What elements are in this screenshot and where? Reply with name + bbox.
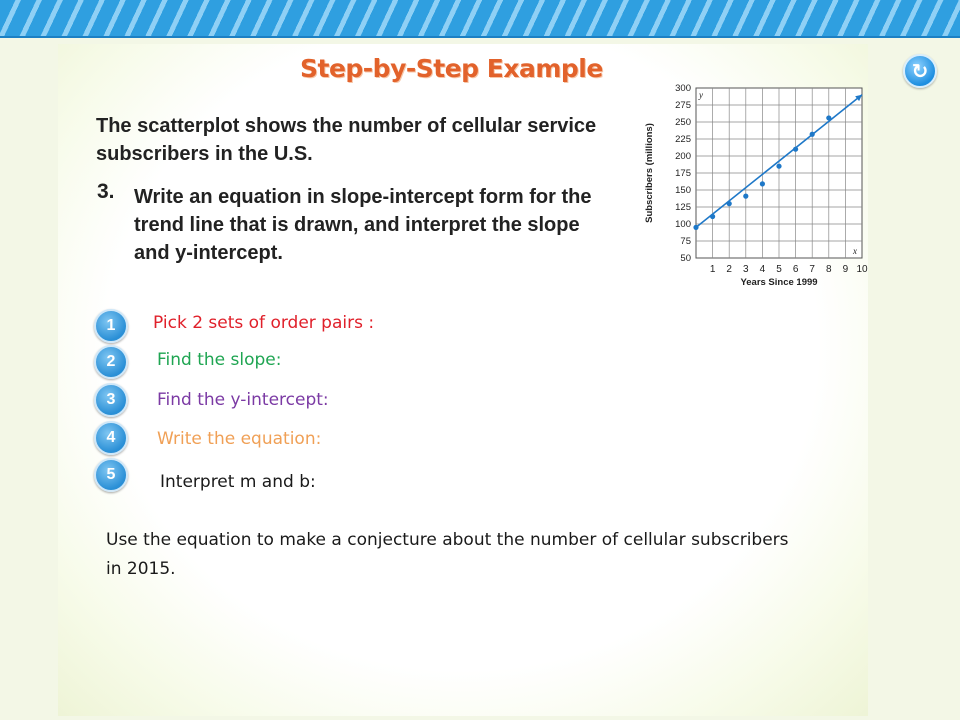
x-tick-label: 2: [726, 264, 732, 275]
x-variable-label: x: [853, 246, 857, 256]
x-tick-label: 9: [842, 264, 849, 275]
y-axis-title: Subscribers (millions): [644, 123, 655, 223]
step-1-label: Pick 2 sets of order pairs :: [153, 313, 375, 333]
step-5-badge: 5: [94, 458, 128, 492]
y-tick-label: 300: [675, 83, 691, 94]
y-tick-label: 125: [675, 202, 691, 213]
step-2-badge: 2: [94, 345, 128, 379]
step-5-label: Interpret m and b:: [160, 472, 316, 492]
y-tick-label: 75: [680, 236, 691, 247]
data-point: [810, 132, 815, 137]
x-tick-label: 3: [743, 264, 749, 275]
step-3-badge: 3: [94, 383, 128, 417]
refresh-icon: ↻: [911, 59, 929, 83]
y-tick-label: 175: [675, 168, 691, 179]
x-tick-label: 6: [792, 264, 799, 275]
step-2-label: Find the slope:: [157, 350, 282, 370]
data-point: [760, 181, 765, 186]
x-tick-label: 4: [759, 264, 766, 275]
question-number: 3.: [97, 180, 115, 203]
page-title: Step-by-Step Example: [300, 54, 603, 83]
data-point: [710, 214, 715, 219]
y-tick-label: 275: [675, 100, 691, 111]
step-4-label: Write the equation:: [157, 429, 322, 449]
y-variable-label: y: [699, 90, 703, 100]
data-point: [693, 225, 698, 230]
y-tick-label: 225: [675, 134, 691, 145]
data-point: [826, 115, 831, 120]
data-point: [793, 147, 798, 152]
x-tick-label: 5: [776, 264, 782, 275]
data-point: [776, 164, 781, 169]
question-text: Write an equation in slope-intercept form for the trend line that is drawn, and interpret the slope and y-intercept.: [134, 186, 592, 264]
step-4-badge: 4: [94, 421, 128, 455]
data-point: [727, 201, 732, 206]
y-tick-label: 50: [680, 253, 691, 264]
x-axis-title: Years Since 1999: [740, 277, 818, 288]
problem-intro: The scatterplot shows the number of cellular service subscribers in the U.S.: [96, 115, 597, 165]
x-tick-label: 7: [809, 264, 815, 275]
step-1-badge: 1: [94, 309, 128, 343]
y-tick-label: 150: [675, 185, 691, 196]
x-tick-label: 10: [856, 264, 868, 275]
x-tick-label: 8: [826, 264, 832, 275]
conjecture-text: Use the equation to make a conjecture about the number of cellular subscribers in 2015.: [106, 530, 789, 579]
x-tick-label: 1: [709, 264, 716, 275]
y-tick-label: 100: [675, 219, 691, 230]
step-3-label: Find the y-intercept:: [157, 390, 329, 410]
top-banner: [0, 0, 960, 38]
refresh-button[interactable]: [903, 54, 937, 88]
scatterplot-chart: [638, 80, 878, 295]
y-tick-label: 200: [675, 151, 691, 162]
data-point: [743, 194, 748, 199]
y-tick-label: 250: [675, 117, 691, 128]
